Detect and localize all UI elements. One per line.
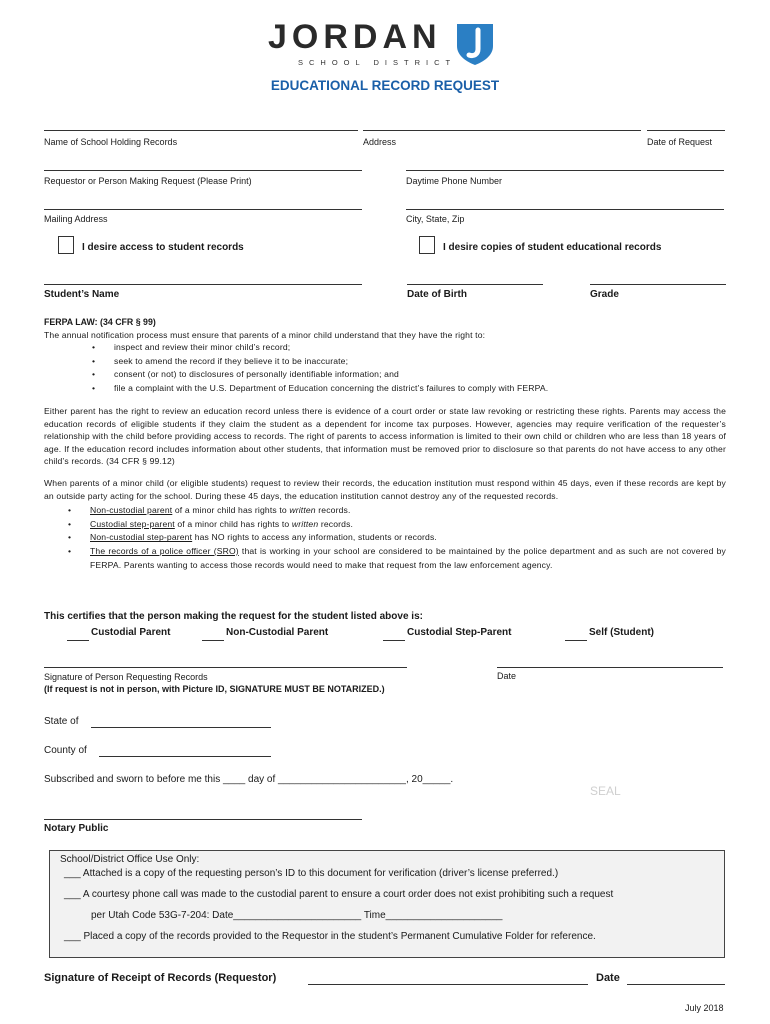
signature-note: (If request is not in person, with Picture ID, SIGNATURE MUST BE NOTARIZED.) — [44, 684, 385, 694]
grade-label: Grade — [590, 289, 619, 300]
address-label: Address — [363, 137, 397, 147]
self-student-blank[interactable] — [565, 640, 587, 641]
signature-date-label: Date — [497, 671, 517, 681]
school-name-label: Name of School Holding Records — [44, 137, 178, 147]
list-item: • seek to amend the record if they believe it to be inaccurate; — [114, 355, 726, 369]
office-item-3-blank[interactable]: ___ — [64, 931, 81, 942]
ferpa-rights-list — [44, 341, 726, 395]
phone-label: Daytime Phone Number — [406, 176, 503, 186]
state-of-label: State of — [44, 716, 79, 727]
city-state-zip-line[interactable] — [406, 209, 724, 210]
access-records-label: I desire access to student records — [82, 242, 244, 253]
custodial-parent-option: Custodial Parent — [91, 627, 171, 638]
custodial-parent-blank[interactable] — [67, 640, 89, 641]
list-item: • file a complaint with the U.S. Department of Education concerning the district’s failures to comply with FERPA. — [114, 382, 726, 396]
notary-public-label: Notary Public — [44, 823, 109, 834]
mailing-address-label: Mailing Address — [44, 214, 108, 224]
office-item-2-continued: per Utah Code 53G-7-204: Date_______________________ Time_____________________ — [91, 910, 503, 921]
student-name-label: Student’s Name — [44, 289, 120, 300]
self-student-option: Self (Student) — [589, 627, 654, 638]
office-item-3: ___ Placed a copy of the records provided to the Requestor in the student’s Permanent Cumulative Folder for reference. — [64, 931, 596, 942]
logo-wordmark: JORDAN — [268, 18, 442, 56]
signature-line[interactable] — [44, 667, 407, 668]
list-item: • consent (or not) to disclosures of personally identifiable information; and — [114, 368, 726, 382]
list-item: • Custodial step-parent of a minor child has rights to written records. — [90, 518, 726, 532]
mailing-address-line[interactable] — [44, 209, 362, 210]
state-of-line[interactable] — [91, 727, 271, 728]
logo-shield-icon — [455, 22, 495, 66]
requestor-line[interactable] — [44, 170, 362, 171]
version-date: July 2018 — [685, 1003, 724, 1013]
list-item: • The records of a police officer (SRO) that is working in your school are considered to be maintained by the police department and as such are not covered by FERPA. Parents wanting to access those records would need to make that request from the law enforcement agency. — [90, 545, 726, 572]
ferpa-paragraph-2: When parents of a minor child (or eligible students) request to review their records, the education institution must respond within 45 days, even if these records are kept by an outside party acting for the school. During these 45 days, the education institution cannot destroy any of the requested records. — [44, 478, 726, 501]
signature-label: Signature of Person Requesting Records — [44, 672, 208, 682]
dob-line[interactable] — [407, 284, 543, 285]
notary-signature-line[interactable] — [44, 819, 362, 820]
county-of-label: County of — [44, 745, 87, 756]
list-item: • Non-custodial parent of a minor child has rights to written records. — [90, 504, 726, 518]
office-use-heading: School/District Office Use Only: — [60, 854, 200, 865]
list-item: • inspect and review their minor child’s record; — [114, 341, 726, 355]
office-item-2: ___ A courtesy phone call was made to the custodial parent to ensure a court order does not exist prohibiting such a request — [64, 889, 614, 900]
page-title: EDUCATIONAL RECORD REQUEST — [270, 78, 500, 93]
date-of-request-label: Date of Request — [647, 137, 713, 147]
certify-heading: This certifies that the person making the request for the student listed above is: — [44, 611, 423, 622]
office-item-2-blank[interactable]: ___ — [64, 889, 81, 900]
dob-label: Date of Birth — [407, 289, 467, 300]
copies-records-checkbox[interactable] — [419, 236, 435, 254]
custodial-step-parent-option: Custodial Step-Parent — [407, 627, 512, 638]
logo-subtitle: SCHOOL DISTRICT — [298, 58, 457, 67]
office-use-box — [49, 850, 725, 958]
sworn-text: Subscribed and sworn to before me this ____ day of _______________________, 20_____. — [44, 774, 454, 785]
receipt-date-label: Date — [596, 972, 620, 984]
signature-date-line[interactable] — [497, 667, 723, 668]
ferpa-section — [44, 316, 726, 572]
receipt-date-line[interactable] — [627, 984, 725, 985]
receipt-signature-line[interactable] — [308, 984, 588, 985]
ferpa-paragraph-1: Either parent has the right to review an education record unless there is evidence of a court order or state law revoking or restricting these rights. Parents may access the education records of eligible students if they claim the student as a dependent for income tax purposes. However, agencies may require verification of the requester’s relationship with the child before providing access to records. The right of parents to access information is limited to their own child or children who are less than 18 years of age. If the education record includes information about other students, that information must be removed prior to disclosure so that parents do not have access to any other child’s records. (34 CFR § 99.12) — [44, 406, 726, 466]
student-name-line[interactable] — [44, 284, 362, 285]
custodial-step-parent-blank[interactable] — [383, 640, 405, 641]
requestor-label: Requestor or Person Making Request (Please Print) — [44, 176, 252, 186]
receipt-signature-label: Signature of Receipt of Records (Requestor) — [44, 972, 277, 984]
access-records-checkbox[interactable] — [58, 236, 74, 254]
ferpa-rules-list — [44, 504, 726, 572]
date-of-request-line[interactable] — [647, 130, 725, 131]
grade-line[interactable] — [590, 284, 726, 285]
non-custodial-parent-blank[interactable] — [202, 640, 224, 641]
city-state-zip-label: City, State, Zip — [406, 214, 465, 224]
non-custodial-parent-option: Non-Custodial Parent — [226, 627, 329, 638]
ferpa-heading: FERPA LAW: (34 CFR § 99) — [44, 317, 156, 327]
school-name-line[interactable] — [44, 130, 358, 131]
office-item-1: ___ Attached is a copy of the requesting person’s ID to this document for verification (driver’s license preferred.) — [64, 868, 559, 879]
address-line[interactable] — [363, 130, 641, 131]
ferpa-intro: The annual notification process must ensure that parents of a minor child understand that they have the right to: — [44, 329, 486, 340]
county-of-line[interactable] — [99, 756, 271, 757]
seal-watermark: SEAL — [590, 784, 621, 798]
copies-records-label: I desire copies of student educational records — [443, 242, 662, 253]
list-item: • Non-custodial step-parent has NO rights to access any information, students or records. — [90, 531, 726, 545]
office-item-1-blank[interactable]: ___ — [64, 868, 81, 879]
phone-line[interactable] — [406, 170, 724, 171]
